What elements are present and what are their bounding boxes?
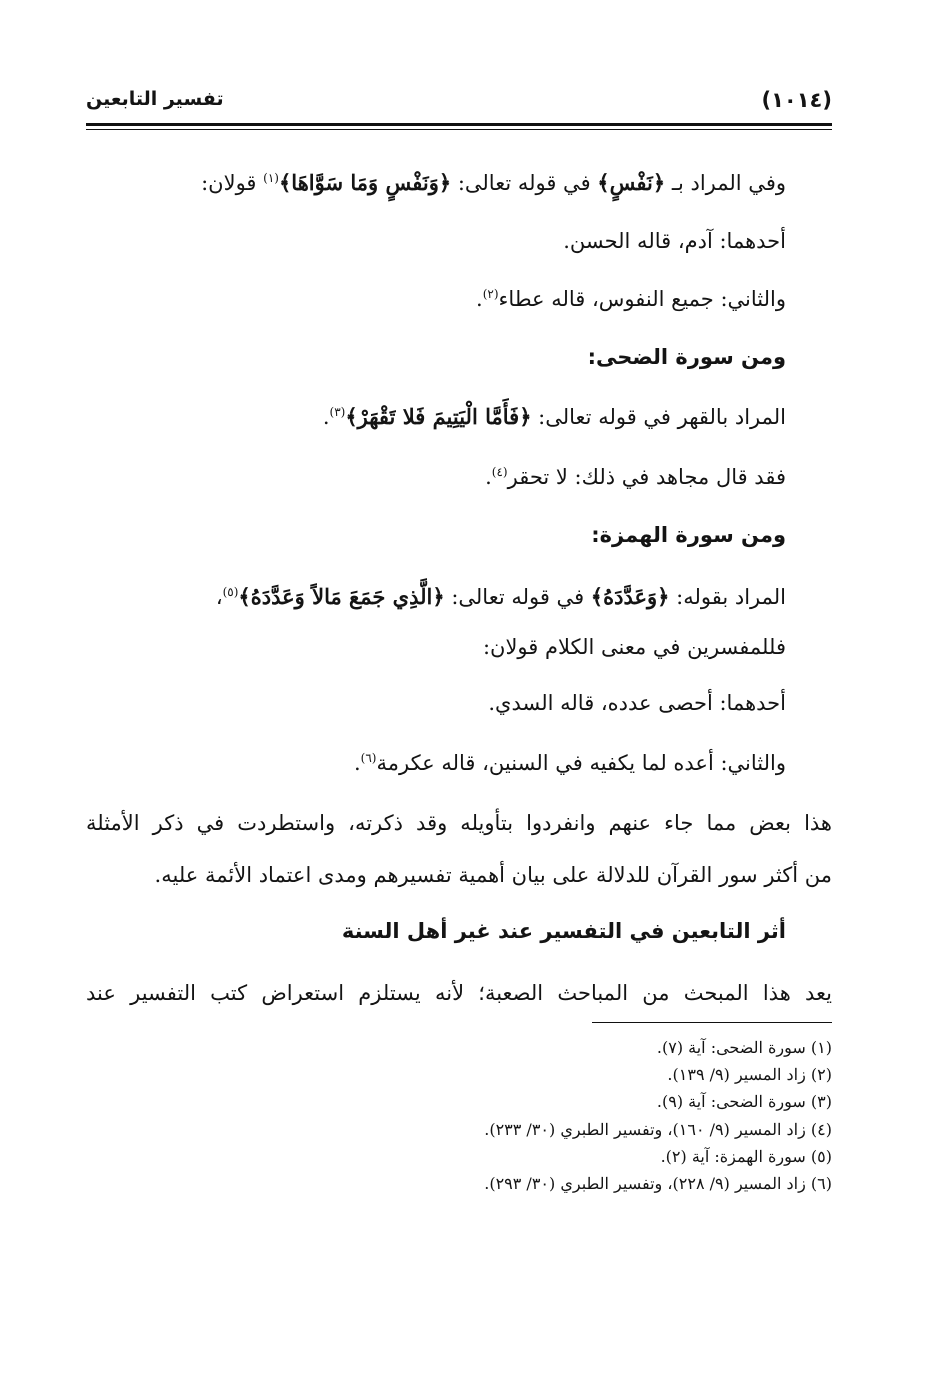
paragraph-mabhath: يعد هذا المبحث من المباحث الصعبة؛ لأنه يستلزم استعراض كتب التفسير عند (86, 981, 832, 1005)
quran-quote: ﴿الَّذِي جَمَعَ مَالاً وَعَدَّدَهُ﴾ (238, 584, 445, 609)
section-heading-humaza: ومن سورة الهمزة: (591, 523, 786, 547)
page-number: (١٠١٤) (761, 88, 832, 112)
footnote-4: (٤) زاد المسير (٩/ ١٦٠)، وتفسير الطبري (٣٠/ ٢٣٣). (484, 1120, 832, 1139)
page-header (86, 82, 832, 122)
text-segment: المراد بقوله: (669, 585, 786, 609)
paragraph-addadahu (216, 582, 786, 612)
paragraph-summary-line-1: هذا بعض مما جاء عنهم وانفردوا بتأويله وقد ذكرته، واستطردت في ذكر الأمثلة (86, 811, 832, 835)
footnote-6: (٦) زاد المسير (٩/ ٢٢٨)، وتفسير الطبري (٣٠/ ٢٩٣). (484, 1174, 832, 1193)
text-segment: في قوله تعالى: (444, 585, 591, 609)
footnote-1: (١) سورة الضحى: آية (٧). (656, 1038, 832, 1057)
text-segment: . (322, 405, 330, 429)
text-segment: ، (215, 585, 223, 609)
text-segment: والثاني: جميع النفوس، قاله عطاء (498, 287, 786, 311)
header-rule-thin (86, 129, 832, 130)
paragraph-mujahid (485, 462, 786, 492)
paragraph-summary-line-2: من أكثر سور القرآن للدلالة على بيان أهمية تفسيرهم ومدى اعتماد الأئمة عليه. (154, 863, 832, 887)
footnote-ref: (٤) (491, 465, 508, 479)
header-rule-thick (86, 123, 832, 126)
footnote-ref: (١) (263, 171, 279, 185)
footnote-2: (٢) زاد المسير (٩/ ١٣٩). (667, 1065, 832, 1084)
quran-quote: ﴿نَفْسٍ﴾ (597, 170, 666, 195)
paragraph-nafs (201, 168, 786, 198)
footnote-separator (592, 1022, 832, 1023)
footnote-5: (٥) سورة الهمزة: آية (٢). (660, 1147, 832, 1166)
text-segment: المراد بالقهر في قوله تعالى: (531, 405, 786, 429)
quran-quote: ﴿فَأَمَّا الْيَتِيمَ فَلا تَقْهَرْ﴾ (345, 404, 532, 429)
footnote-ref: (٥) (222, 585, 239, 599)
paragraph-ikrima (354, 748, 786, 778)
quran-quote: ﴿وَعَدَّدَهُ﴾ (590, 584, 670, 609)
paragraph-first-opinion: أحدهما: آدم، قاله الحسن. (563, 229, 786, 253)
footnote-3: (٣) سورة الضحى: آية (٩). (656, 1092, 832, 1111)
section-heading-duha: ومن سورة الضحى: (587, 345, 786, 369)
paragraph-mufassirin: فللمفسرين في معنى الكلام قولان: (482, 635, 786, 659)
footnote-ref: (٣) (329, 405, 346, 419)
paragraph-second-opinion (476, 284, 786, 314)
text-segment: . (353, 751, 361, 775)
footnote-ref: (٢) (482, 287, 499, 301)
text-segment: . (485, 465, 492, 489)
text-segment: والثاني: أعده لما يكفيه في السنين، قاله عكرمة (376, 751, 786, 775)
text-segment: قولان: (201, 171, 264, 195)
footnote-ref: (٦) (360, 751, 377, 765)
text-segment: في قوله تعالى: (451, 171, 598, 195)
running-title: تفسير التابعين (86, 88, 224, 110)
text-segment: فقد قال مجاهد في ذلك: لا تحقر (507, 465, 786, 489)
paragraph-suddi: أحدهما: أحصى عدده، قاله السدي. (488, 691, 786, 715)
text-segment: . (476, 287, 483, 311)
section-heading-athar: أثر التابعين في التفسير عند غير أهل السنة (341, 919, 786, 943)
paragraph-qahr (323, 402, 786, 432)
quran-quote: ﴿وَنَفْسٍ وَمَا سَوَّاهَا﴾ (278, 170, 452, 195)
text-segment: وفي المراد بـ (665, 171, 786, 195)
